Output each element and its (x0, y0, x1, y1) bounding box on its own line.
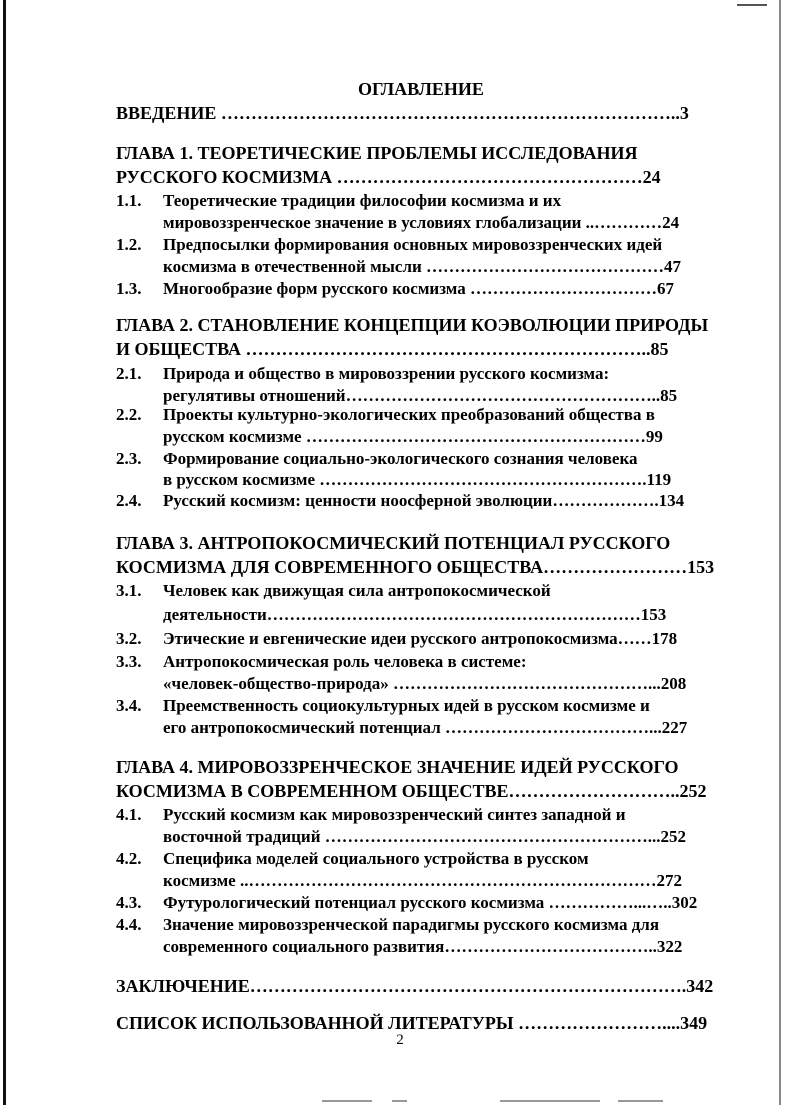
toc-section-title-cont: деятельности…………………………………………………………153 (163, 605, 667, 624)
toc-section-title: Предпосылки формирования основных мировоззренческих идей (163, 235, 663, 254)
toc-section-title-cont: в русском космизме ………………………………………………….119 (163, 470, 672, 489)
toc-chapter-1-title-cont: РУССКОГО КОСМИЗМА ……………………………………………24 (116, 167, 661, 187)
toc-section-title: Преемственность социокультурных идей в русском космизме и (163, 696, 650, 715)
toc-bibliography: СПИСОК ИСПОЛЬЗОВАННОЙ ЛИТЕРАТУРЫ ……………………....349 (116, 1013, 708, 1033)
toc-section-title-cont: «человек-общество-природа» ………………………………………...208 (163, 674, 687, 693)
scan-mark-bottom (322, 1100, 372, 1102)
toc-section-number: 2.1. (116, 364, 142, 383)
toc-section-title: Антропокосмическая роль человека в системе: (163, 652, 527, 671)
toc-section-title-cont: современного социального развития………………………………..322 (163, 937, 683, 956)
scan-mark-top (737, 4, 767, 6)
toc-section-number: 4.1. (116, 805, 142, 824)
toc-section-title: Природа и общество в мировоззрении русского космизма: (163, 364, 610, 383)
toc-chapter-1-title: ГЛАВА 1. ТЕОРЕТИЧЕСКИЕ ПРОБЛЕМЫ ИССЛЕДОВАНИЯ (116, 143, 638, 163)
toc-section-number: 1.2. (116, 235, 142, 254)
toc-chapter-3-title-cont: КОСМИЗМА ДЛЯ СОВРЕМЕННОГО ОБЩЕСТВА……………………153 (116, 557, 715, 577)
toc-section-title: Этические и евгенические идеи русского антропокосмизма……178 (163, 629, 678, 648)
toc-intro: ВВЕДЕНИЕ …………………………………………………………………..3 (116, 103, 689, 123)
toc-chapter-3-title: ГЛАВА 3. АНТРОПОКОСМИЧЕСКИЙ ПОТЕНЦИАЛ РУССКОГО (116, 533, 671, 553)
toc-section-title: Специфика моделей социального устройства в русском (163, 849, 589, 868)
toc-section-number: 3.1. (116, 581, 142, 600)
scan-mark-bottom (392, 1100, 407, 1102)
toc-section-title: Русский космизм: ценности ноосферной эволюции……………….134 (163, 491, 685, 510)
toc-section-number: 2.4. (116, 491, 142, 510)
toc-section-title-cont: регулятивы отношений………………………………………………..85 (163, 386, 678, 405)
toc-section-title: Формирование социально-экологического сознания человека (163, 449, 638, 468)
toc-section-number: 3.4. (116, 696, 142, 715)
toc-section-number: 2.2. (116, 405, 142, 424)
toc-chapter-4-title: ГЛАВА 4. МИРОВОЗЗРЕНЧЕСКОЕ ЗНАЧЕНИЕ ИДЕЙ РУССКОГО (116, 757, 679, 777)
toc-section-number: 4.4. (116, 915, 142, 934)
toc-section-title: Значение мировоззренческой парадигмы русского космизма для (163, 915, 660, 934)
toc-conclusion: ЗАКЛЮЧЕНИЕ……………………………………………………………….342 (116, 976, 714, 996)
toc-section-number: 3.2. (116, 629, 142, 648)
toc-section-title-cont: его антропокосмический потенциал ………………………………...227 (163, 718, 688, 737)
scan-border-left (3, 0, 6, 1105)
scan-mark-bottom (500, 1100, 600, 1102)
toc-section-title: Многообразие форм русского космизма ……………………………67 (163, 279, 675, 298)
toc-section-title: Футурологический потенциал русского космизма ……………...…..302 (163, 893, 698, 912)
toc-section-title: Человек как движущая сила антропокосмической (163, 581, 551, 600)
page-number: 2 (396, 1032, 404, 1048)
toc-chapter-4-title-cont: КОСМИЗМА В СОВРЕМЕННОМ ОБЩЕСТВЕ………………………..252 (116, 781, 707, 801)
scan-mark-bottom (618, 1100, 663, 1102)
toc-section-title-cont: космизма в отечественной мысли ……………………………………47 (163, 257, 682, 276)
toc-section-title-cont: космизме ..………………………………………………………………272 (163, 871, 682, 890)
toc-section-title-cont: мировоззренческое значение в условиях глобализации ..…………24 (163, 213, 680, 232)
toc-section-number: 4.2. (116, 849, 142, 868)
toc-section-title-cont: восточной традиций …………………………………………………...252 (163, 827, 687, 846)
scan-border-right (779, 0, 781, 1105)
toc-section-title-cont: русском космизме ……………………………………………………99 (163, 427, 663, 446)
toc-section-number: 3.3. (116, 652, 142, 671)
toc-chapter-2-title-cont: И ОБЩЕСТВА …………………………………………………………..85 (116, 339, 669, 359)
toc-section-title: Русский космизм как мировоззренческий синтез западной и (163, 805, 626, 824)
toc-section-number: 1.1. (116, 191, 142, 210)
toc-chapter-2-title: ГЛАВА 2. СТАНОВЛЕНИЕ КОНЦЕПЦИИ КОЭВОЛЮЦИИ ПРИРОДЫ (116, 315, 709, 335)
page-title: ОГЛАВЛЕНИЕ (358, 79, 484, 99)
toc-section-title: Проекты культурно-экологических преобразований общества в (163, 405, 655, 424)
toc-section-title: Теоретические традиции философии космизма и их (163, 191, 562, 210)
toc-section-number: 4.3. (116, 893, 142, 912)
toc-section-number: 1.3. (116, 279, 142, 298)
toc-section-number: 2.3. (116, 449, 142, 468)
